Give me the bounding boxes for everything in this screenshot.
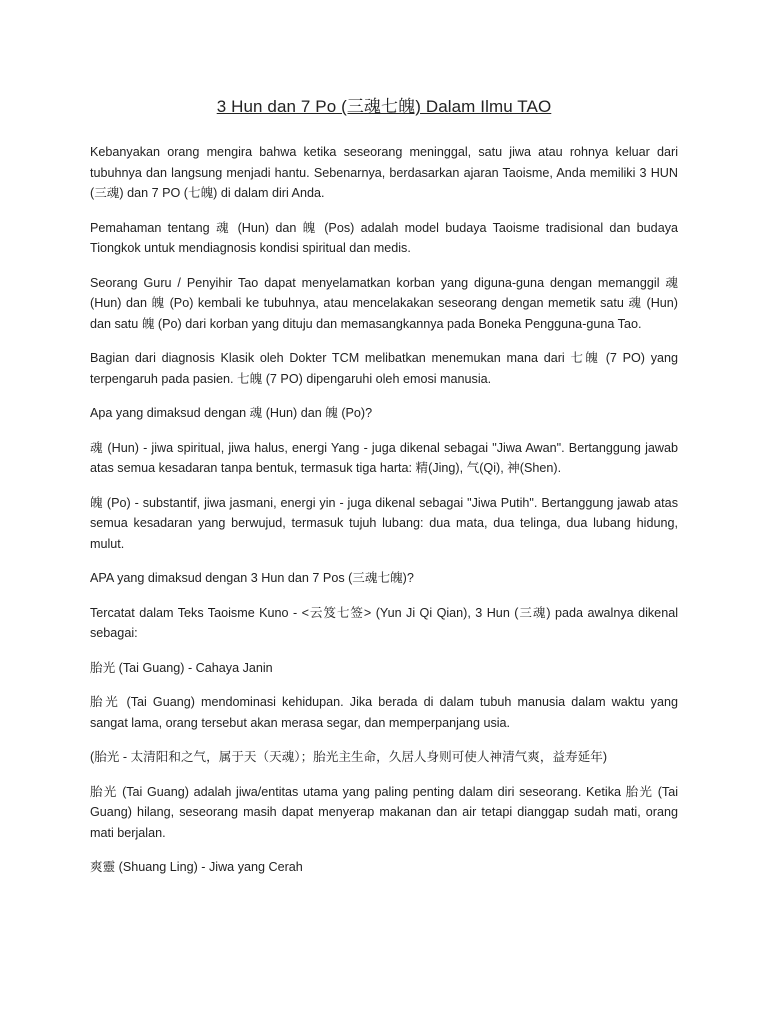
paragraph-hun-definition: 魂 (Hun) - jiwa spiritual, jiwa halus, energi Yang - juga dikenal sebagai "Jiwa Awan". Bertanggung jawab atas semua kesadaran tanpa bentuk, termasuk tiga harta: 精(Jing), 气(Qi), 神(Shen). — [90, 440, 678, 475]
question-hun-po: Apa yang dimaksud dengan 魂 (Hun) dan 魄 (Po)? — [90, 406, 373, 420]
paragraph-po-definition: 魄 (Po) - substantif, jiwa jasmani, energi yin - juga dikenal sebagai "Jiwa Putih". Bertanggung jawab atas semua kesadaran yang berwujud, termasuk tujuh lubang: dua mata, dua telinga, dua lubang hidung, mulut. — [90, 495, 678, 551]
paragraph-ancient-text: Tercatat dalam Teks Taoisme Kuno - <云笈七签> (Yun Ji Qi Qian), 3 Hun (三魂) pada awalnya dikenal sebagai: — [90, 605, 678, 640]
document-title: 3 Hun dan 7 Po (三魂七魄) Dalam Ilmu TAO — [216, 97, 552, 116]
paragraph-tcm-diagnosis: Bagian dari diagnosis Klasik oleh Dokter TCM melibatkan menemukan mana dari 七魄 (7 PO) yang terpengaruh pada pasien. 七魄 (7 PO) dipengaruhi oleh emosi manusia. — [90, 351, 678, 386]
paragraph-intro: Kebanyakan orang mengira bahwa ketika seseorang meninggal, satu jiwa atau rohnya keluar dari tubuhnya dan langsung menjadi hantu. Sebenarnya, berdasarkan ajaran Taoisme, Anda memiliki 3 HUN (三魂) dan 7 PO (七魄) di dalam diri Anda. — [90, 145, 678, 200]
heading-tai-guang: 胎光 (Tai Guang) - Cahaya Janin — [90, 660, 273, 675]
paragraph-tao-master: Seorang Guru / Penyihir Tao dapat menyelamatkan korban yang diguna-guna dengan memanggil 魂 (Hun) dan 魄 (Po) kembali ke tubuhnya, atau mencelakakan seseorang dengan memetik satu 魂 (Hun) dan satu 魄 (Po) dari korban yang dituju dan memasangkannya pada Boneka Pengguna-guna Tao. — [90, 275, 678, 331]
document-page — [90, 96, 678, 892]
paragraph-tai-guang-chinese: (胎光 - 太清阳和之气，属于天（天魂）；胎光主生命，久居人身则可使人神清气爽，益寿延年) — [90, 750, 608, 764]
question-3-hun-7-po: APA yang dimaksud dengan 3 Hun dan 7 Pos (三魂七魄)? — [90, 571, 414, 585]
paragraph-tai-guang-main-soul: 胎光 (Tai Guang) adalah jiwa/entitas utama yang paling penting dalam diri seseorang. Ketika 胎光 (Tai Guang) hilang, seseorang masih dapat menyerap makanan dan air tetapi dianggap sudah mati, orang mati berjalan. — [90, 784, 678, 840]
heading-shuang-ling: 爽靈 (Shuang Ling) - Jiwa yang Cerah — [90, 860, 303, 874]
paragraph-hun-po-model: Pemahaman tentang 魂 (Hun) dan 魄 (Pos) adalah model budaya Taoisme tradisional dan budaya Tiongkok untuk mendiagnosis kondisi spiritual dan medis. — [90, 220, 678, 255]
paragraph-tai-guang-life: 胎光 (Tai Guang) mendominasi kehidupan. Jika berada di dalam tubuh manusia dalam waktu yang sangat lama, orang tersebut akan merasa segar, dan memperpanjang usia. — [90, 695, 678, 730]
